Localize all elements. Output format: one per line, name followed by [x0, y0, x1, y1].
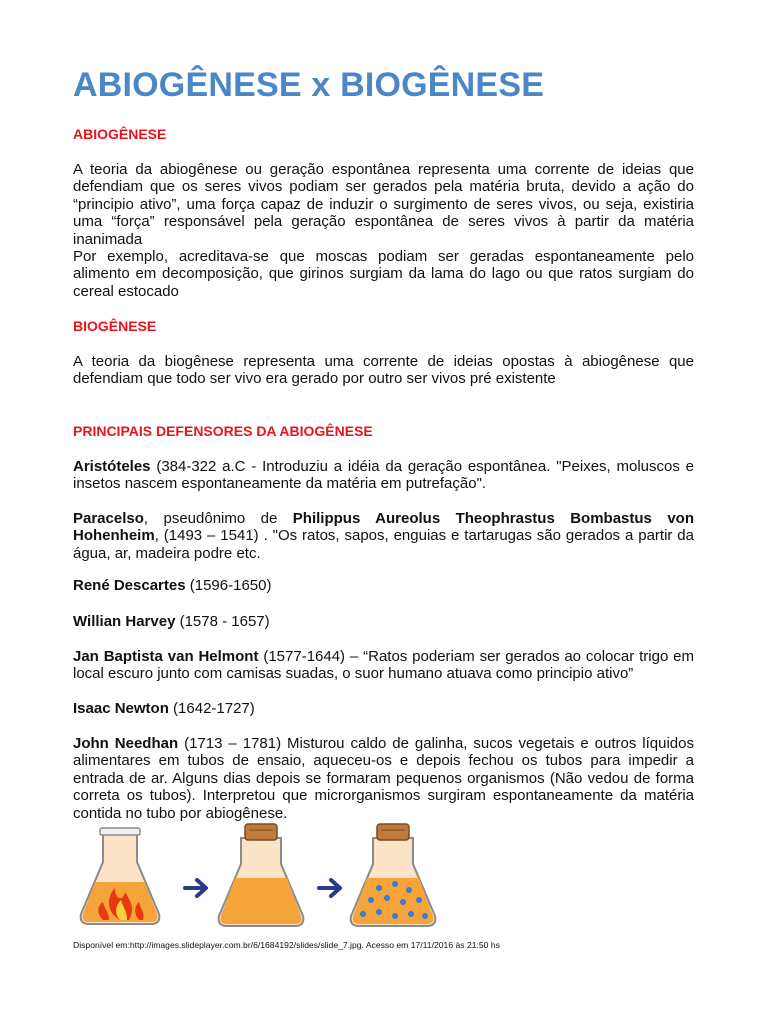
person-name: Aristóteles	[73, 458, 151, 475]
entry-text: (384-322 a.C - Introduziu a idéia da geração espontânea. "Peixes, moluscos e insetos nascem espontaneamente da matéria em putrefação".	[73, 458, 694, 493]
heading-abiogenese: ABIOGÊNESE	[73, 126, 167, 142]
heading-defensores: PRINCIPAIS DEFENSORES DA ABIOGÊNESE	[73, 423, 373, 439]
flask-sealed	[219, 824, 304, 926]
paragraph-text: A teoria da abiogênese ou geração espontânea representa uma corrente de ideias que defendiam que os seres vivos podiam ser gerados pela matéria bruta, devido a ação do “principio ativo”, uma força capaz de induzir o surgimento de seres vivos, ou seja, existiria uma “força” responsável pela geração espontânea de seres vivos à partir da matéria inanimada	[73, 161, 694, 248]
person-name: Jan Baptista van Helmont	[73, 648, 259, 665]
entry-paracelso	[73, 510, 694, 562]
entry-descartes	[73, 577, 694, 594]
entry-harvey	[73, 613, 694, 630]
entry-newton	[73, 700, 694, 717]
person-name: John Needhan	[73, 735, 179, 752]
entry-text: (1713 – 1781) Misturou caldo de galinha, sucos vegetais e outros líquidos alimentares em tubos de ensaio, aqueceu-os e depois fechou os tubos para impedir a entrada de ar. Alguns dias depois se formaram pequenos organismos (Não vedou de forma correta os tubos). Interpretou que microrganismos surgiram espontaneamente da matéria contida no tubo por abiogênese.	[73, 735, 694, 822]
flask-microorganisms	[351, 824, 436, 926]
person-name: Paracelso	[73, 510, 144, 527]
person-full-name: Philippus Aureolus Theophrastus Bombastus von Hohenheim	[73, 510, 695, 545]
flask-heated	[81, 828, 160, 924]
entry-aristoteles	[73, 458, 694, 493]
person-name: René Descartes	[73, 577, 186, 594]
paragraph-biogenese	[73, 353, 694, 388]
paragraph-abiogenese-1	[73, 161, 694, 248]
entry-text: , pseudônimo de	[143, 510, 293, 527]
entry-text: (1642-1727)	[168, 700, 255, 717]
arrow-icon	[185, 880, 206, 896]
person-name: Isaac Newton	[73, 700, 169, 717]
paragraph-text: Por exemplo, acreditava-se que moscas podiam ser geradas espontaneamente pelo alimento em decomposição, que girinos surgiam da lama do lago ou que ratos surgiam do cereal estocado	[73, 248, 694, 300]
page-title: ABIOGÊNESE x BIOGÊNESE	[73, 66, 545, 104]
flasks-illustration	[73, 822, 493, 934]
paragraph-text: A teoria da biogênese representa uma corrente de ideias opostas à abiogênese que defendiam que todo ser vivo era gerado por outro ser vivos pré existente	[73, 353, 694, 388]
image-credit: Disponível em:http://images.slideplayer.com.br/6/1684192/slides/slide_7.jpg. Acesso em 17/11/2016 às 21:50 hs	[73, 940, 500, 950]
entry-text: (1578 - 1657)	[175, 613, 270, 630]
entry-text: (1596-1650)	[185, 577, 272, 594]
person-name: Willian Harvey	[73, 613, 176, 630]
entry-text: , (1493 – 1541) . "Os ratos, sapos, enguias e tartarugas são gerados a partir da água, ar, madeira podre etc.	[73, 527, 694, 562]
entry-helmont	[73, 648, 694, 683]
entry-needhan	[73, 735, 694, 822]
paragraph-abiogenese-2	[73, 248, 694, 300]
arrow-icon	[319, 880, 340, 896]
heading-biogenese: BIOGÊNESE	[73, 318, 157, 334]
entry-text: (1577-1644) – “Ratos poderiam ser gerados ao colocar trigo em local escuro junto com camisas suadas, o suor humano atuava como principio ativo”	[73, 648, 694, 683]
